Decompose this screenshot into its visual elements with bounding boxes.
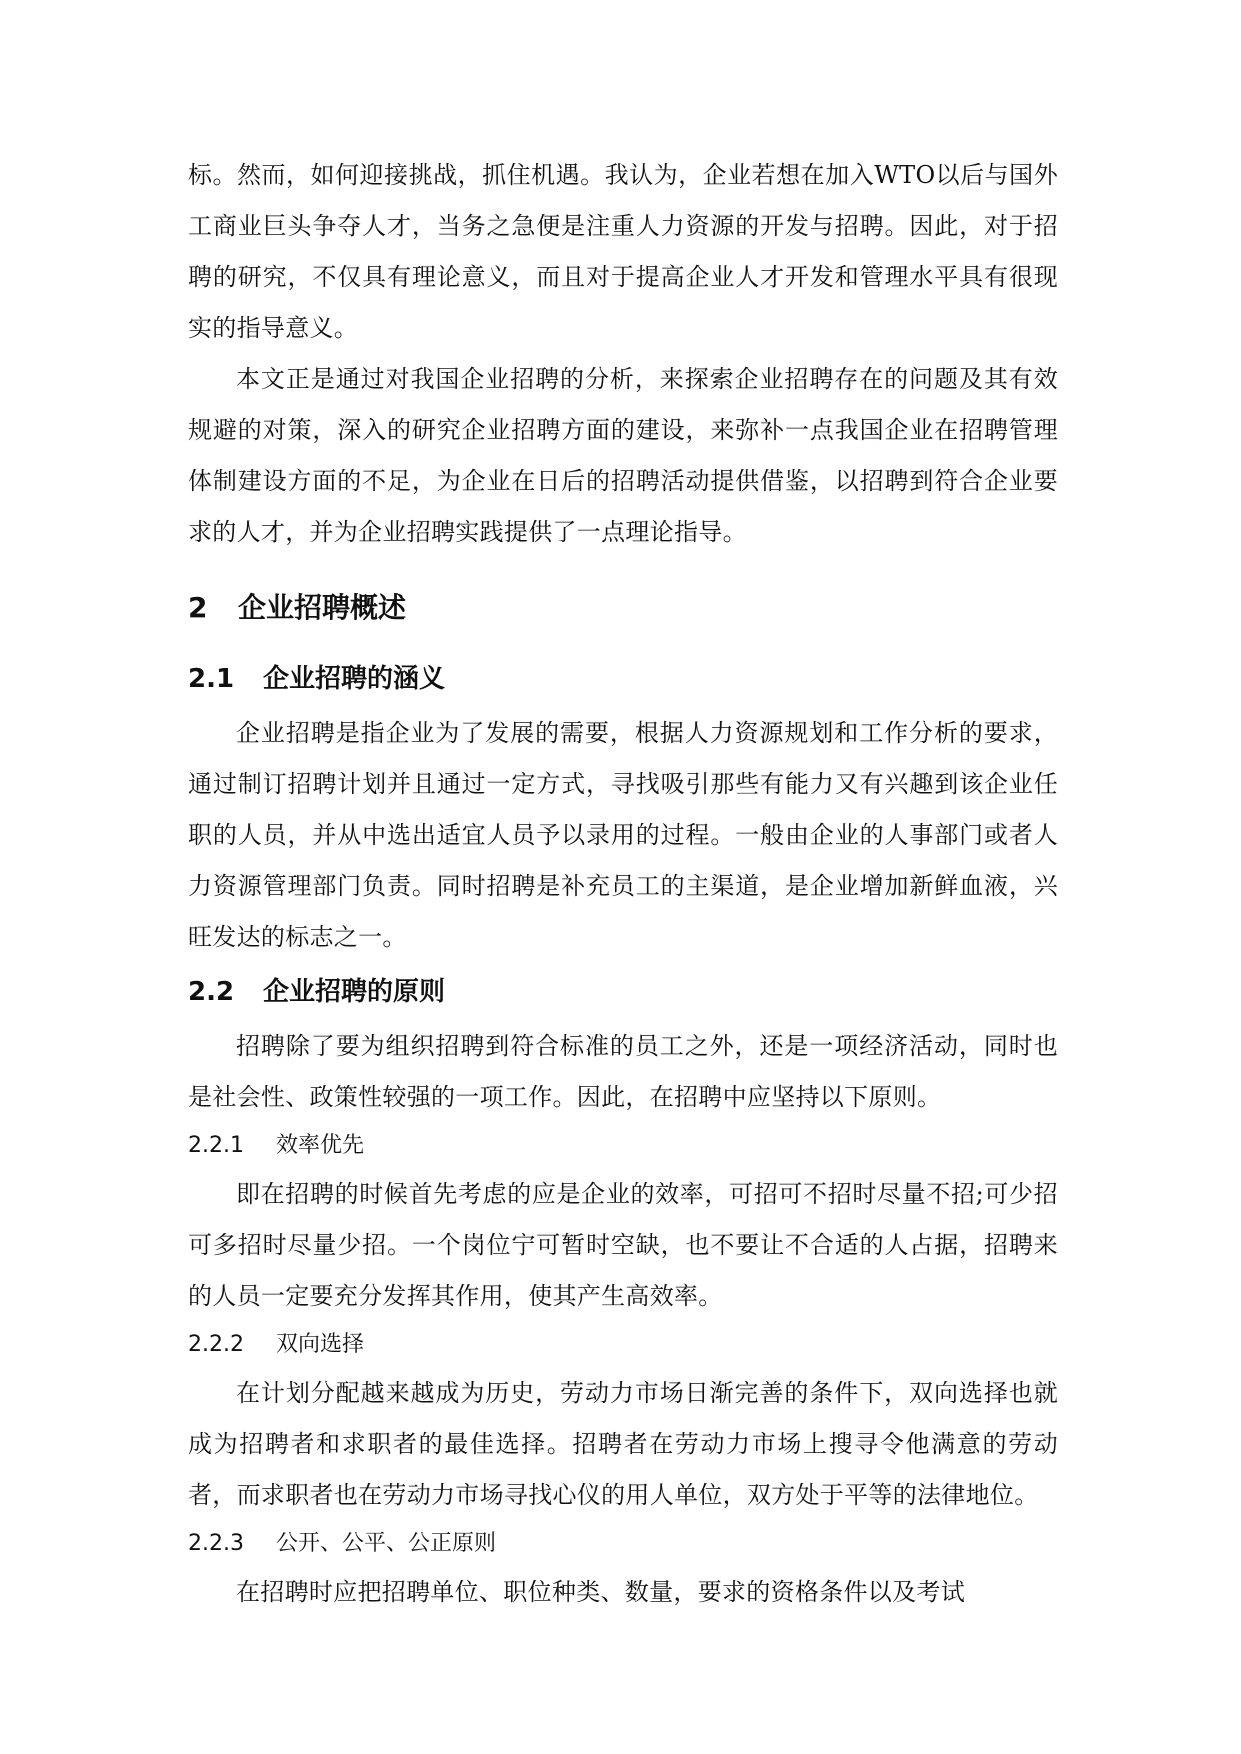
intro-paragraph: 本文正是通过对我国企业招聘的分析，来探索企业招聘存在的问题及其有效规避的对策，深入的研究企业招聘方面的建设，来弥补一点我国企业在招聘管理体制建设方面的不足，为企业在日后的招聘活动提供借鉴，以招聘到符合企业要求的人才，并为企业招聘实践提供了一点理论指导。 — [188, 365, 1058, 546]
subsection-title: 效率优先 — [276, 1133, 365, 1158]
subsection-number: 2.2.1 — [188, 1133, 244, 1158]
subsection-2-2-3-paragraph: 在招聘时应把招聘单位、职位种类、数量，要求的资格条件以及考试 — [236, 1578, 965, 1606]
subsection-title: 双向选择 — [276, 1332, 365, 1357]
subsection-heading-2-2-2 — [188, 1322, 1058, 1368]
subsection-2-2-2-paragraph: 在计划分配越来越成为历史，劳动力市场日渐完善的条件下，双向选择也就成为招聘者和求职者的最佳选择。招聘者在劳动力市场上搜寻令他满意的劳动者，而求职者也在劳动力市场寻找心仪的用人单位，双方处于平等的法律地位。 — [188, 1379, 1058, 1509]
subsection-title: 公开、公平、公正原则 — [276, 1531, 497, 1556]
section-title: 企业招聘的涵义 — [263, 664, 446, 694]
section-number: 2.1 — [188, 664, 235, 694]
section-2-2-paragraph: 招聘除了要为组织招聘到符合标准的员工之外，还是一项经济活动，同时也是社会性、政策性较强的一项工作。因此，在招聘中应坚持以下原则。 — [188, 1032, 1058, 1111]
page-content — [188, 150, 1058, 1618]
chapter-number: 2 — [188, 591, 208, 624]
subsection-2-2-1-paragraph: 即在招聘的时候首先考虑的应是企业的效率，可招可不招时尽量不招;可少招可多招时尽量少招。一个岗位宁可暂时空缺，也不要让不合适的人占据，招聘来的人员一定要充分发挥其作用，使其产生高效率。 — [188, 1180, 1058, 1310]
intro-paragraph-continued: 标。然而，如何迎接挑战，抓住机遇。我认为，企业若想在加入WTO以后与国外工商业巨头争夺人才，当务之急便是注重人力资源的开发与招聘。因此，对于招聘的研究，不仅具有理论意义，而且对于提高企业人才开发和管理水平具有很现实的指导意义。 — [188, 161, 1058, 342]
section-2-1-paragraph: 企业招聘是指企业为了发展的需要，根据人力资源规划和工作分析的要求，通过制订招聘计划并且通过一定方式，寻找吸引那些有能力又有兴趣到该企业任职的人员，并从中选出适宜人员予以录用的过程。一般由企业的人事部门或者人力资源管理部门负责。同时招聘是补充员工的主渠道，是企业增加新鲜血液，兴旺发达的标志之一。 — [188, 719, 1058, 951]
chapter-title: 企业招聘概述 — [238, 591, 407, 624]
section-heading-2-2 — [188, 963, 1058, 1021]
section-title: 企业招聘的原则 — [263, 977, 446, 1007]
section-heading-2-1 — [188, 650, 1058, 708]
subsection-number: 2.2.2 — [188, 1332, 244, 1357]
subsection-heading-2-2-1 — [188, 1123, 1058, 1169]
subsection-heading-2-2-3 — [188, 1521, 1058, 1567]
section-number: 2.2 — [188, 977, 235, 1007]
chapter-heading — [188, 578, 1058, 638]
subsection-number: 2.2.3 — [188, 1531, 244, 1556]
